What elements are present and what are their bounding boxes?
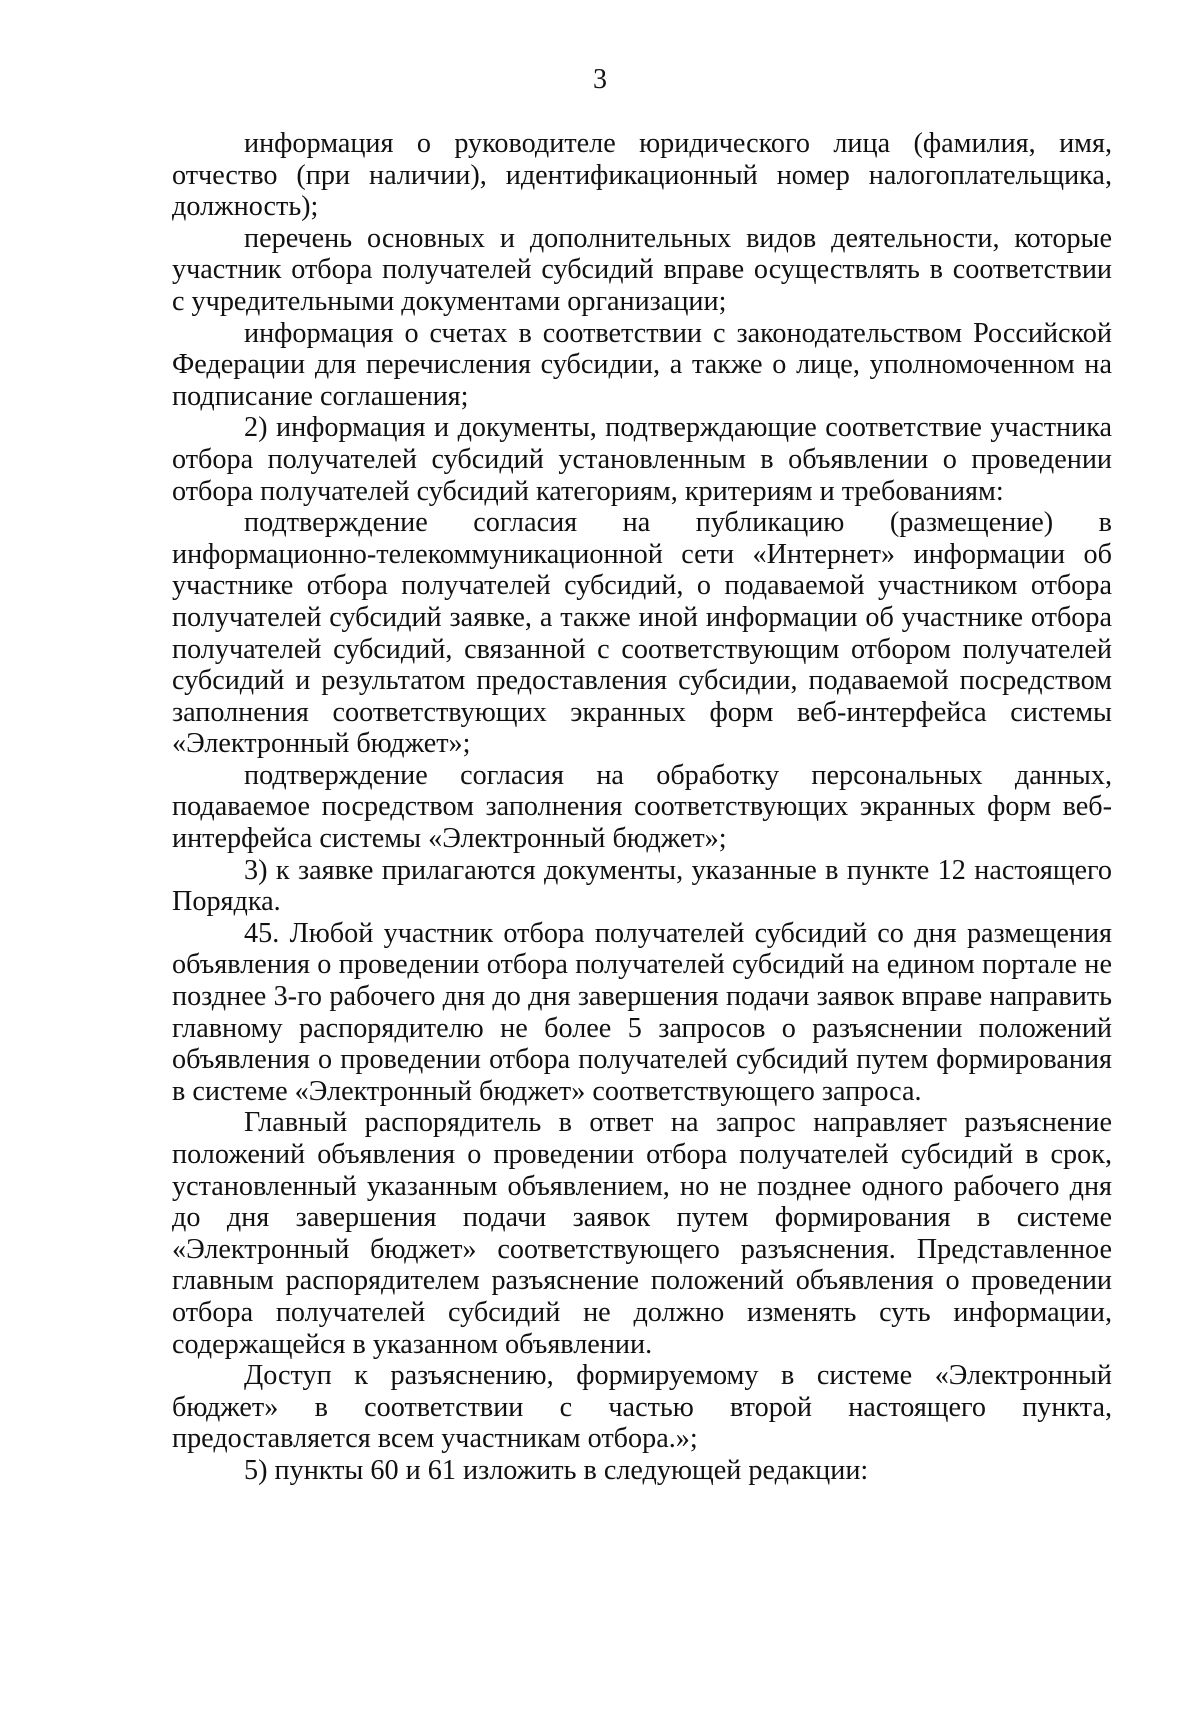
paragraph-head-info: информация о руководителе юридического лица (фамилия, имя, отчество (при наличии), идентификационный номер налогоплательщика, должность); [172,128,1112,223]
paragraph-clause-45: 45. Любой участник отбора получателей субсидий со дня размещения объявления о проведении отбора получателей субсидий на едином портале не позднее 3-го рабочего дня до дня завершения подачи заявок вправе направить главному распорядителю не более 5 запросов о разъяснении положений объявления о проведении отбора получателей субсидий путем формирования в системе «Электронный бюджет» соответствующего запроса. [172,917,1112,1107]
paragraph-clarification-response: Главный распорядитель в ответ на запрос направляет разъяснение положений объявления о проведении отбора получателей субсидий в срок, установленный указанным объявлением, но не позднее одного рабочего дня до дня завершения подачи заявок путем формирования в системе «Электронный бюджет» соответствующего разъяснения. Представленное главным распорядителем разъяснение положений объявления о проведении отбора получателей субсидий не должно изменять суть информации, содержащейся в указанном объявлении. [172,1107,1112,1360]
paragraph-activity-list: перечень основных и дополнительных видов деятельности, которые участник отбора получателей субсидий вправе осуществлять в соответствии с учредительными документами организации; [172,222,1112,317]
paragraph-item-3: 3) к заявке прилагаются документы, указанные в пункте 12 настоящего Порядка. [172,854,1112,918]
paragraph-item-5: 5) пункты 60 и 61 изложить в следующей редакции: [244,1454,869,1486]
document-body [172,128,1112,1487]
paragraph-personal-data-consent: подтверждение согласия на обработку персональных данных, подаваемое посредством заполнения соответствующих экранных форм веб-интерфейса системы «Электронный бюджет»; [172,759,1112,855]
paragraph-item-2: 2) информация и документы, подтверждающие соответствие участника отбора получателей субсидий установленным в объявлении о проведении отбора получателей субсидий категориям, критериям и требованиям: [172,412,1112,507]
page-number: 3 [593,64,607,95]
paragraph-clarification-access: Доступ к разъяснению, формируемому в системе «Электронный бюджет» в соответствии с частью второй настоящего пункта, предоставляется всем участникам отбора.»; [172,1360,1112,1455]
paragraph-accounts-info: информация о счетах в соответствии с законодательством Российской Федерации для перечисления субсидии, а также о лице, уполномоченном на подписание соглашения; [172,317,1112,412]
paragraph-publication-consent: подтверждение согласия на публикацию (размещение) в информационно-телекоммуникационной сети «Интернет» информации об участнике отбора получателей субсидий, о подаваемой участником отбора получателей субсидий заявке, а также иной информации об участнике отбора получателей субсидий, связанной с соответствующим отбором получателей субсидий и результатом предоставления субсидии, подаваемой посредством заполнения соответствующих экранных форм веб-интерфейса системы «Электронный бюджет»; [172,507,1112,760]
